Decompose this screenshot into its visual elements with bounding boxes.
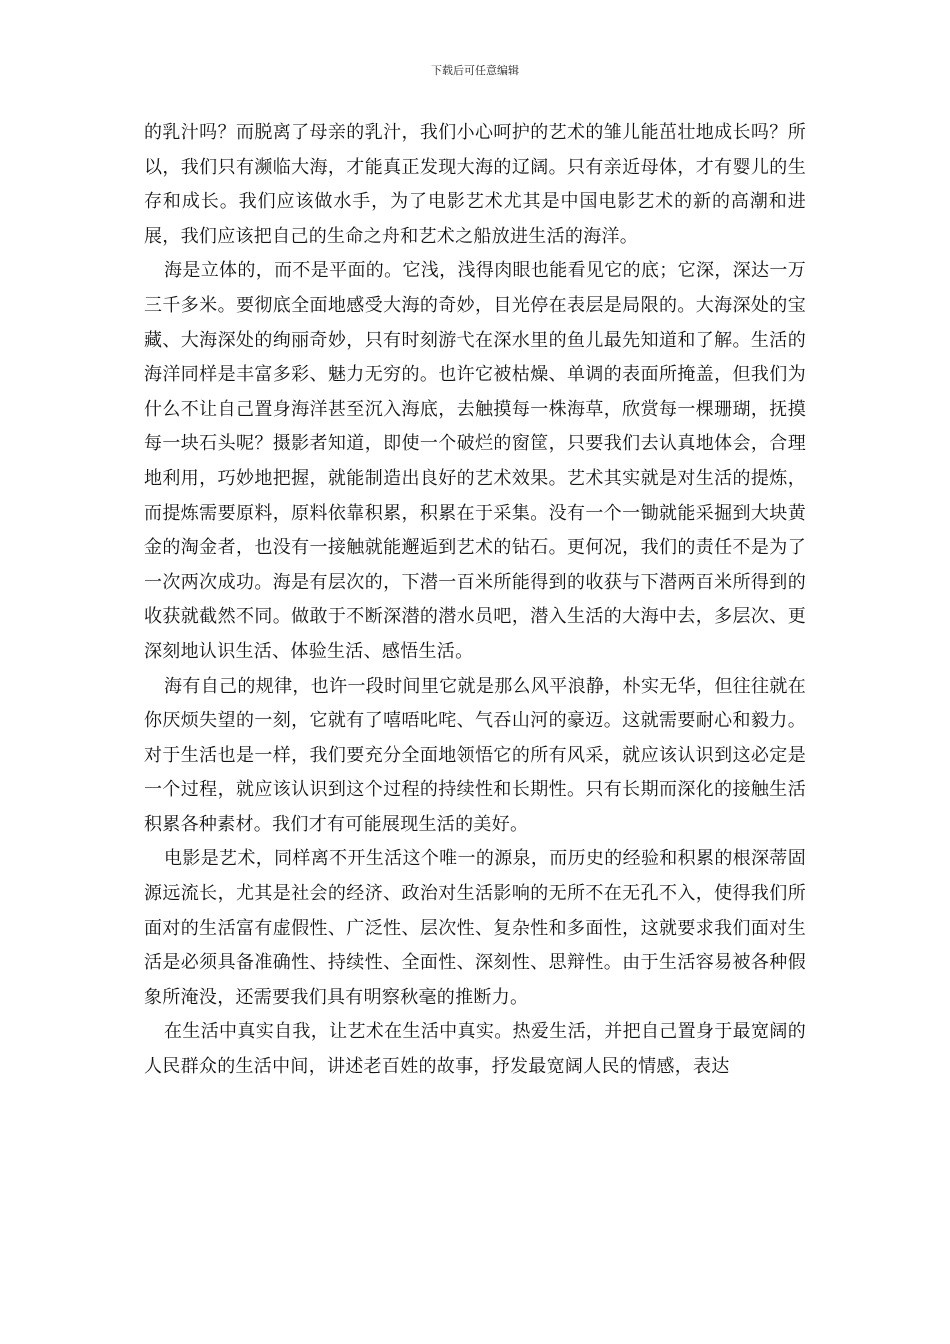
paragraph-1: 的乳汁吗？而脱离了母亲的乳汁，我们小心呵护的艺术的雏儿能茁壮地成长吗？所以，我们只有濒临大海，才能真正发现大海的辽阔。只有亲近母体，才有婴儿的生存和成长。我们应该做水手，为了电影艺术尤其是中国电影艺术的新的高潮和进展，我们应该把自己的生命之舟和艺术之船放进生活的海洋。: [144, 122, 806, 247]
paragraph-5: 在生活中真实自我，让艺术在生活中真实。热爱生活，并把自己置身于最宽阔的人民群众的生活中间，讲述老百姓的故事，抒发最宽阔人民的情感，表达: [144, 1021, 806, 1078]
page-header: 下载后可任意编辑: [431, 64, 519, 77]
paragraph-2: 海是立体的，而不是平面的。它浅，浅得肉眼也能看见它的底；它深，深达一万三千多米。要彻底全面地感受大海的奇妙，目光停在表层是局限的。大海深处的宝藏、大海深处的绚丽奇妙，只有时刻游弋在深水里的鱼儿最先知道和了解。生活的海洋同样是丰富多彩、魅力无穷的。也许它被枯燥、单调的表面所掩盖，但我们为什么不让自己置身海洋甚至沉入海底，去触摸每一株海草，欣赏每一棵珊瑚，抚摸每一块石头呢？摄影者知道，即使一个破烂的窗筐，只要我们去认真地体会，合理地利用，巧妙地把握，就能制造出良好的艺术效果。艺术其实就是对生活的提炼，而提炼需要原料，原料依靠积累，积累在于采集。没有一个一锄就能采掘到大块黄金的淘金者，也没有一接触就能邂逅到艺术的钻石。更何况，我们的责任不是为了一次两次成功。海是有层次的，下潜一百米所能得到的收获与下潜两百米所得到的收获就截然不同。做敢于不断深潜的潜水员吧，潜入生活的大海中去，多层次、更深刻地认识生活、体验生活、感悟生活。: [144, 260, 806, 662]
document-body: [144, 116, 806, 1085]
paragraph-4: 电影是艺术，同样离不开生活这个唯一的源泉，而历史的经验和积累的根深蒂固源远流长，尤其是社会的经济、政治对生活影响的无所不在无孔不入，使得我们所面对的生活富有虚假性、广泛性、层次性、复杂性和多面性，这就要求我们面对生活是必须具备准确性、持续性、全面性、深刻性、思辩性。由于生活容易被各种假象所淹没，还需要我们具有明察秋毫的推断力。: [144, 848, 806, 1008]
paragraph-3: 海有自己的规律，也许一段时间里它就是那么风平浪静，朴实无华，但往往就在你厌烦失望的一刻，它就有了嘻唔叱咤、气吞山河的豪迈。这就需要耐心和毅力。对于生活也是一样，我们要充分全面地领悟它的所有风采，就应该认识到这必定是一个过程，就应该认识到这个过程的持续性和长期性。只有长期而深化的接触生活积累各种素材。我们才有可能展现生活的美好。: [144, 675, 806, 835]
